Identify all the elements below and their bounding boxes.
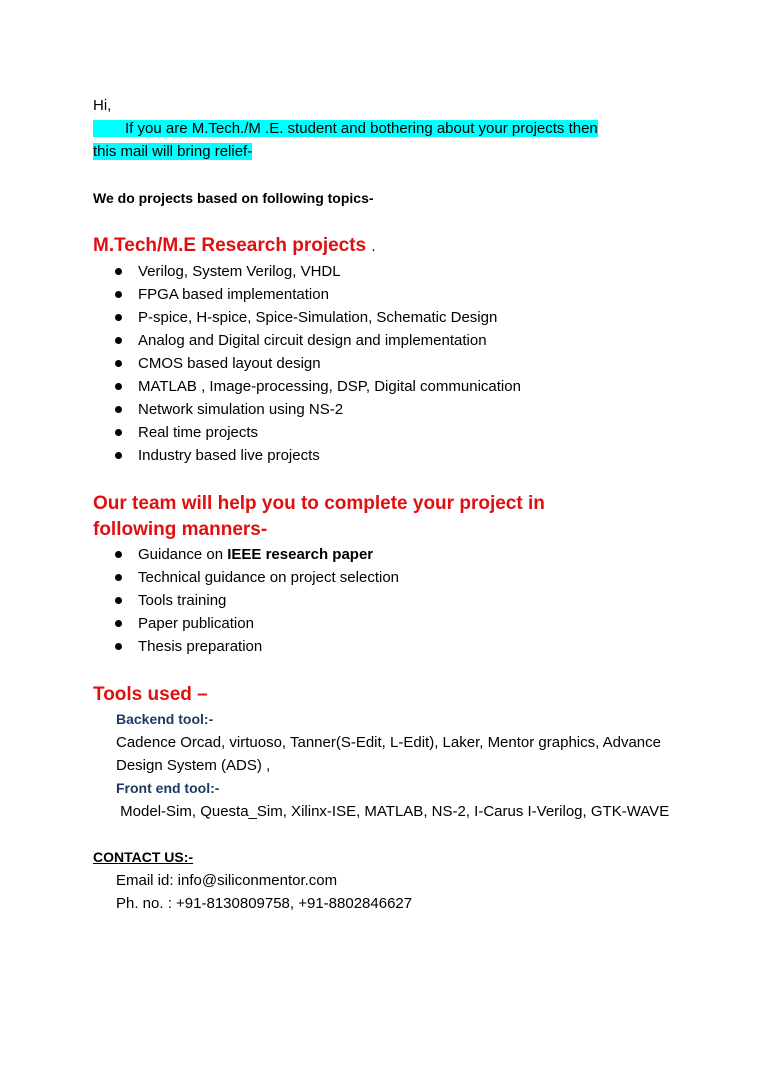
contact-email: Email id: info@siliconmentor.com	[116, 872, 338, 889]
bullet-icon	[115, 383, 122, 390]
bullet-icon	[115, 597, 122, 604]
list-item	[115, 329, 673, 352]
tools-section	[116, 708, 673, 823]
list-item-text: Industry based live projects	[138, 447, 320, 464]
list-item-text: CMOS based layout design	[138, 355, 321, 372]
bullet-icon	[115, 337, 122, 344]
list-item	[115, 543, 673, 566]
list-item-text: Network simulation using NS-2	[138, 401, 344, 418]
list-item	[115, 589, 673, 612]
team-list	[115, 543, 673, 658]
bullet-icon	[115, 620, 122, 627]
contact-phone: Ph. no. : +91-8130809758, +91-8802846627	[116, 895, 413, 912]
backend-tool-text: Cadence Orcad, virtuoso, Tanner(S-Edit, L-Edit), Laker, Mentor graphics, Advance Design System (ADS) ,	[116, 734, 661, 774]
list-item	[115, 566, 673, 589]
list-item	[115, 635, 673, 658]
intro-line-1: If you are M.Tech./M .E. student and bothering about your projects then	[93, 120, 598, 137]
research-heading-suffix: .	[371, 238, 376, 255]
bullet-icon	[115, 406, 122, 413]
bullet-icon	[115, 452, 122, 459]
backend-tool-label: Backend tool:-	[116, 711, 214, 727]
list-item-text: Tools training	[138, 592, 227, 609]
list-item	[115, 444, 673, 467]
bullet-icon	[115, 643, 122, 650]
list-item	[115, 398, 673, 421]
list-item	[115, 306, 673, 329]
bullet-icon	[115, 291, 122, 298]
bullet-icon	[115, 574, 122, 581]
frontend-tool-label: Front end tool:-	[116, 780, 220, 796]
list-item	[115, 283, 673, 306]
list-item-text: Thesis preparation	[138, 638, 263, 655]
contact-section	[93, 846, 673, 915]
bullet-icon	[115, 429, 122, 436]
list-item-text: FPGA based implementation	[138, 286, 329, 303]
contact-title: CONTACT US:-	[93, 849, 194, 865]
frontend-tool-text	[116, 800, 673, 823]
list-item	[115, 612, 673, 635]
list-item-text: Guidance on	[138, 546, 228, 563]
bullet-icon	[115, 551, 122, 558]
bullet-icon	[115, 268, 122, 275]
team-heading: Our team will help you to complete your project in following manners-	[93, 493, 545, 540]
list-item-text: Paper publication	[138, 615, 254, 632]
list-item-text: MATLAB , Image-processing, DSP, Digital communication	[138, 378, 521, 395]
list-item	[115, 421, 673, 444]
greeting: Hi,	[93, 97, 112, 114]
contact-details	[116, 869, 673, 915]
list-item-text: P-spice, H-spice, Spice-Simulation, Schematic Design	[138, 309, 498, 326]
topics-intro: We do projects based on following topics-	[93, 190, 374, 206]
document-body	[93, 94, 673, 915]
intro-line-2: this mail will bring relief-	[93, 143, 253, 160]
list-item	[115, 260, 673, 283]
list-item-bold-text: IEEE research paper	[227, 546, 374, 563]
list-item-text: Analog and Digital circuit design and implementation	[138, 332, 487, 349]
list-item	[115, 352, 673, 375]
list-item-text: Verilog, System Verilog, VHDL	[138, 263, 341, 280]
research-heading	[93, 233, 673, 260]
research-list	[115, 260, 673, 467]
bullet-icon	[115, 360, 122, 367]
tools-heading: Tools used –	[93, 684, 208, 705]
list-item-text: Technical guidance on project selection	[138, 569, 399, 586]
bullet-icon	[115, 314, 122, 321]
intro-paragraph	[93, 117, 658, 163]
list-item-text: Real time projects	[138, 424, 259, 441]
frontend-tool-value: Model-Sim, Questa_Sim, Xilinx-ISE, MATLAB, NS-2, I-Carus I-Verilog, GTK-WAVE	[120, 803, 670, 820]
research-heading-text: M.Tech/M.E Research projects	[93, 235, 367, 256]
list-item	[115, 375, 673, 398]
